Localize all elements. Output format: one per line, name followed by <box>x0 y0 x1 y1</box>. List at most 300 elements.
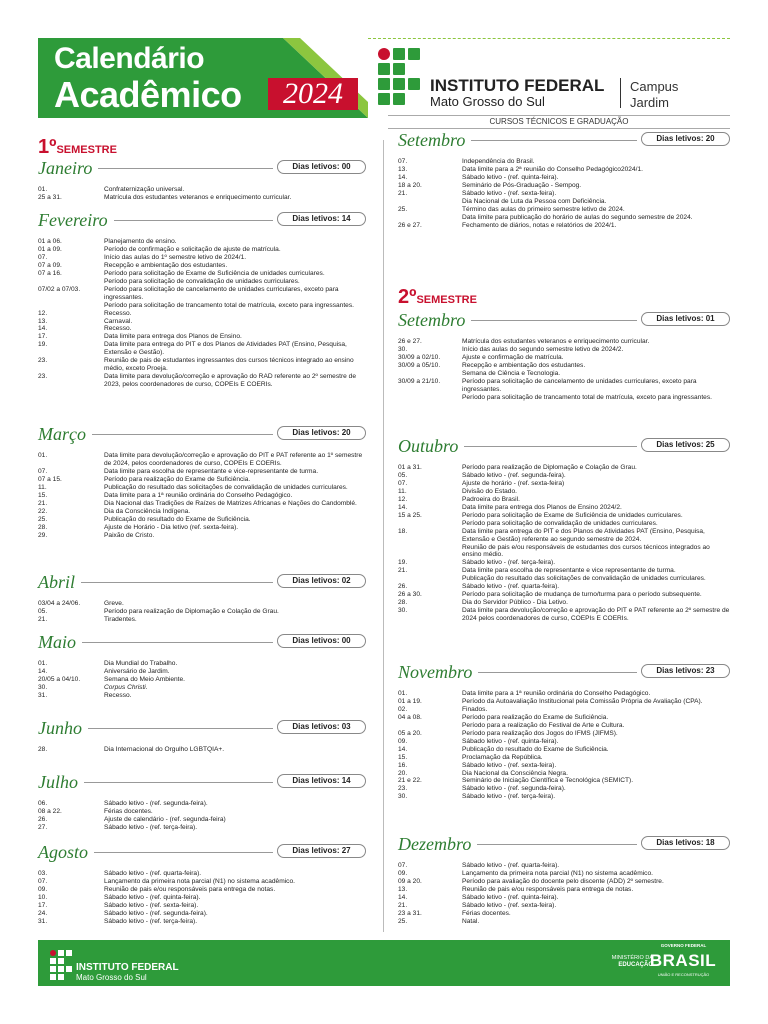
event-row <box>38 286 366 302</box>
event-date: 31. <box>38 917 48 925</box>
month-rule <box>81 582 273 583</box>
event-row <box>38 918 366 926</box>
event-date: 30/09 a 05/10. <box>398 361 441 369</box>
month-name: Setembro <box>398 130 466 150</box>
event-list <box>398 862 730 926</box>
event-text: Reunião de pais e/ou responsáveis para entrega de notas. <box>462 885 634 893</box>
event-text: Dia Mundial do Trabalho. <box>104 660 178 667</box>
month-block <box>38 572 366 624</box>
month-header <box>38 718 366 740</box>
event-row <box>398 870 730 878</box>
event-list <box>398 158 730 230</box>
event-date: 06. <box>38 800 48 807</box>
event-text: Recesso. <box>104 325 132 333</box>
event-date: 09. <box>38 885 48 893</box>
event-text: Data limite para devolução/correção e aprovação do RAD referente ao 2º semestre de 2023, pelos coordenadores de curso, COPEIs E COERIs. <box>104 373 357 389</box>
event-text: Data limite para escolha de representante e vice representante de turma. <box>462 567 676 575</box>
event-row <box>398 190 730 198</box>
event-date: 24. <box>38 909 48 917</box>
event-row <box>38 238 366 246</box>
title-line2: Acadêmico <box>54 74 242 115</box>
event-date: 23. <box>38 373 48 381</box>
event-text: Matrícula dos estudantes veteranos e enriquecimento curricular. <box>462 338 650 345</box>
event-text: Data limite para entrega do PIT e dos Planos de Atividades PAT (Ensino, Pesquisa, Extensão e Gestão) referente ao segundo semestre de 2024. <box>462 527 705 543</box>
campus-divider <box>620 78 621 108</box>
event-date: 08 a 22. <box>38 807 62 815</box>
month-block <box>38 772 366 832</box>
event-row <box>38 894 366 902</box>
event-date: 23 a 31. <box>398 909 422 917</box>
year-badge: 2024 <box>268 78 358 110</box>
event-date: 18 a 20. <box>398 181 422 189</box>
event-date: 01. <box>398 690 408 697</box>
event-row <box>398 698 730 706</box>
event-list <box>38 238 366 389</box>
event-date: 23. <box>38 357 48 365</box>
event-text: Lançamento da primeira nota parcial (N1) no sistema acadêmico. <box>104 877 295 885</box>
event-row <box>398 528 730 544</box>
event-text: Sábado letivo - (ref. sexta-feira). <box>462 189 557 197</box>
event-row <box>398 894 730 902</box>
event-date: 07. <box>38 877 48 885</box>
event-row <box>398 158 730 166</box>
month-header <box>38 632 366 654</box>
event-date: 09. <box>398 869 408 877</box>
event-row <box>38 484 366 492</box>
month-name: Maio <box>38 632 76 652</box>
event-text: Data limite para a 2ª reunião do Conselho Pedagógico2024/1. <box>462 165 643 173</box>
event-date: 25. <box>398 205 408 213</box>
event-text: Período para a realização do Festival de Arte e Cultura. <box>462 721 625 729</box>
event-row <box>38 692 366 700</box>
event-row <box>38 341 366 357</box>
event-text: Ajuste de calendário - (ref. segunda-feira) <box>104 815 226 823</box>
event-text: Semana de Ciência e Tecnologia. <box>462 369 561 377</box>
event-row <box>398 770 730 778</box>
event-row <box>38 746 366 754</box>
event-row <box>38 816 366 824</box>
month-name: Dezembro <box>398 834 472 854</box>
event-date: 19. <box>398 559 408 567</box>
event-date: 20. <box>398 769 408 777</box>
event-date: 11. <box>398 487 407 495</box>
event-text: Data limite para entrega do PIT e dos Planos de Atividades PAT (Ensino, Pesquisa, Extensão e Gestão). <box>104 341 347 357</box>
month-block <box>38 158 366 202</box>
month-block <box>38 210 366 389</box>
event-row <box>398 746 730 754</box>
event-row <box>398 862 730 870</box>
event-row <box>398 793 730 801</box>
event-date: 01 a 09. <box>38 245 62 253</box>
event-text: Independência do Brasil. <box>462 158 535 165</box>
month-header <box>38 842 366 864</box>
event-date: 07 a 15. <box>38 475 62 483</box>
month-rule <box>471 320 637 321</box>
event-text: Período para solicitação de Exame de Suficiência de unidades curriculares. <box>462 511 683 519</box>
event-date: 30. <box>398 793 408 801</box>
event-date: 28. <box>398 599 408 607</box>
event-text: Período da Autoavaliação Institucional pela Comissão Própria de Avaliação (CPA). <box>462 697 703 705</box>
event-row <box>38 310 366 318</box>
column-divider <box>383 140 384 932</box>
event-row <box>398 567 730 575</box>
event-date: 09 a 20. <box>398 877 422 885</box>
event-date: 05. <box>398 471 408 479</box>
month-header <box>38 210 366 232</box>
dias-letivos-badge: Dias letivos: 03 <box>277 720 366 734</box>
event-date: 03. <box>38 870 48 877</box>
month-header <box>398 130 730 152</box>
event-text: Férias docentes. <box>104 807 153 815</box>
event-row <box>38 684 366 692</box>
event-date: 14. <box>398 173 408 181</box>
event-text: Sábado letivo - (ref. terça-feira). <box>462 559 556 567</box>
event-text: Sábado letivo - (ref. terça-feira). <box>104 823 198 831</box>
event-text: Período para realização dos Jogos do IFMS (JIFMS). <box>462 729 618 737</box>
event-text: Reunião de pais de estudantes ingressantes dos cursos técnicos integrado ao ensino médio, exceto Proeja. <box>104 357 354 373</box>
event-row <box>38 325 366 333</box>
event-text: Reunião de pais e/ou responsáveis para entrega de notas. <box>104 885 276 893</box>
event-row <box>398 182 730 190</box>
event-row <box>38 824 366 832</box>
event-row <box>398 362 730 370</box>
event-row <box>398 222 730 230</box>
month-rule <box>471 140 637 141</box>
month-rule <box>88 728 273 729</box>
event-text: Período para solicitação de trancamento total de matrícula, exceto para ingressantes. <box>104 301 354 309</box>
event-date: 07 a 09. <box>38 261 62 269</box>
event-date: 01 a 19. <box>398 697 422 705</box>
event-text: Data limite para entrega dos Planos de Ensino. <box>104 333 242 341</box>
event-list <box>398 690 730 801</box>
event-row <box>398 730 730 738</box>
event-row <box>38 333 366 341</box>
event-text: Dia Internacional do Orgulho LGBTQIA+. <box>104 746 225 753</box>
event-date: 07/02 a 07/03. <box>38 285 81 293</box>
event-text: Data limite para devolução/correção e aprovação do PIT e PAT referente ao 1º semestre de 2024, pelos coordenadores de curso, COPEIs E COERIs. <box>104 452 363 467</box>
event-date: 25 a 31. <box>38 193 62 201</box>
event-date: 02. <box>398 705 408 713</box>
event-row <box>38 278 366 286</box>
event-row <box>38 608 366 616</box>
event-row <box>398 918 730 926</box>
event-row <box>38 373 366 389</box>
event-row <box>38 870 366 878</box>
event-date: 30/09 a 02/10. <box>398 353 441 361</box>
month-rule <box>84 782 273 783</box>
month-header <box>398 310 730 332</box>
event-text: Data limite para devolução/correção e aprovação do PIT e PAT referente ao 2º semestre de 2024 pelos coordenadores de curso, COEPIs E COERIs. <box>462 607 730 623</box>
event-row <box>38 254 366 262</box>
semester2-num: 2º <box>398 286 417 308</box>
event-row <box>398 754 730 762</box>
event-date: 15. <box>398 753 408 761</box>
event-row <box>398 472 730 480</box>
event-text: Dia Nacional da Consciência Negra. <box>462 769 568 777</box>
month-block <box>38 718 366 754</box>
event-date: 12. <box>38 309 48 317</box>
event-row <box>398 714 730 722</box>
month-header <box>398 834 730 856</box>
event-row <box>38 616 366 624</box>
event-row <box>398 785 730 793</box>
event-text: Férias docentes. <box>462 909 511 917</box>
event-text: Matrícula dos estudantes veteranos e enriquecimento curricular. <box>104 193 292 201</box>
dias-letivos-badge: Dias letivos: 18 <box>641 836 730 850</box>
month-name: Fevereiro <box>38 210 108 230</box>
event-date: 15. <box>38 491 48 499</box>
event-row <box>398 354 730 362</box>
month-name: Outubro <box>398 436 459 456</box>
event-text: Tiradentes. <box>104 615 137 623</box>
event-date: 01 a 06. <box>38 238 62 245</box>
brasil-logo: BRASIL <box>649 951 717 970</box>
event-text: Data limite para a 1ª reunião ordinária do Conselho Pedagógico. <box>104 491 293 499</box>
event-text: Lançamento da primeira nota parcial (N1) no sistema acadêmico. <box>462 869 653 877</box>
event-row <box>398 902 730 910</box>
event-date: 07. <box>398 158 408 165</box>
event-date: 05 a 20. <box>398 729 422 737</box>
event-text: Período para solicitação de mudança de turno/turma para o período subsequente. <box>462 591 702 599</box>
month-name: Julho <box>38 772 78 792</box>
event-text: Sábado letivo - (ref. segunda-feira). <box>462 471 566 479</box>
event-row <box>38 468 366 476</box>
event-text: Sábado letivo - (ref. quinta-feira). <box>462 737 559 745</box>
semester1-heading <box>38 136 117 159</box>
campus-label: Campus <box>630 79 679 94</box>
institution-sub: Mato Grosso do Sul <box>430 94 545 109</box>
event-row <box>38 492 366 500</box>
event-date: 01. <box>38 660 48 667</box>
event-row <box>398 910 730 918</box>
event-row <box>38 270 366 278</box>
event-date: 21. <box>398 567 408 575</box>
month-rule <box>464 446 637 447</box>
month-name: Junho <box>38 718 82 738</box>
footer-institution-sub: Mato Grosso do Sul <box>76 973 147 982</box>
event-date: 09. <box>398 737 408 745</box>
event-text: Sábado letivo - (ref. sexta-feira). <box>462 761 557 769</box>
event-row <box>398 520 730 528</box>
event-row <box>38 246 366 254</box>
event-row <box>398 394 730 402</box>
event-row <box>38 902 366 910</box>
event-text: Período de confirmação e solicitação de ajuste de matrícula. <box>104 245 281 253</box>
event-date: 26. <box>398 583 408 591</box>
event-row <box>398 706 730 714</box>
event-list <box>398 338 730 402</box>
month-name: Março <box>38 424 86 444</box>
event-date: 01. <box>38 186 48 193</box>
event-text: Finados. <box>462 705 488 713</box>
event-row <box>38 194 366 202</box>
uniao-label: UNIÃO E RECONSTRUÇÃO <box>657 972 710 977</box>
footer-institution: INSTITUTO FEDERAL <box>76 962 179 973</box>
month-block <box>398 310 730 402</box>
month-block <box>38 842 366 926</box>
event-row <box>38 508 366 516</box>
semester1-word: SEMESTRE <box>56 144 117 156</box>
event-text: Sábado letivo - (ref. terça-feira). <box>462 793 556 801</box>
event-text: Seminário de Pós-Graduação - Sempog. <box>462 181 582 189</box>
dias-letivos-badge: Dias letivos: 00 <box>277 160 366 174</box>
ministry-l1: MINISTÉRIO DA <box>611 955 653 961</box>
month-rule <box>92 434 273 435</box>
event-row <box>398 214 730 222</box>
event-text: Corpus Christi. <box>104 683 148 691</box>
event-date: 04 a 08. <box>398 713 422 721</box>
event-row <box>38 878 366 886</box>
event-text: Período para solicitação de convalidação de unidades curriculares. <box>462 519 658 527</box>
event-text: Início das aulas do 1º semestre letivo de 2024/1. <box>104 253 247 261</box>
event-text: Publicação do resultado do Exame de Suficiência. <box>104 515 251 523</box>
event-text: Período para realização de Diplomação e Colação de Grau. <box>462 464 637 471</box>
month-rule <box>98 168 273 169</box>
footer-if-logo-icon <box>50 950 72 978</box>
event-row <box>38 262 366 270</box>
event-text: Publicação do resultado das solicitações de convalidação de unidades curriculares. <box>462 575 706 583</box>
event-text: Ajuste de horário - (ref. sexta-feira) <box>462 479 565 487</box>
month-block <box>398 130 730 230</box>
event-text: Greve. <box>104 600 124 607</box>
ministry-logo <box>558 955 653 969</box>
month-header <box>38 424 366 446</box>
event-text: Reunião de pais e/ou responsáveis de estudantes dos cursos técnicos integrados ao ensino médio. <box>462 543 710 559</box>
event-date: 01. <box>38 452 48 459</box>
event-row <box>398 544 730 560</box>
event-text: Seminário de Iniciação Científica e Tecnológica (SEMICT). <box>462 777 634 785</box>
event-row <box>398 512 730 520</box>
event-text: Período para solicitação de trancamento total de matrícula, exceto para ingressantes. <box>462 393 712 401</box>
event-list <box>38 746 366 754</box>
event-date: 27. <box>38 823 48 831</box>
event-text: Natal. <box>462 917 480 925</box>
event-date: 14. <box>38 325 48 333</box>
event-date: 01 a 31. <box>398 464 422 471</box>
event-text: Sábado letivo - (ref. segunda-feira). <box>104 909 208 917</box>
event-text: Paixão de Cristo. <box>104 531 155 539</box>
event-row <box>398 346 730 354</box>
event-row <box>398 496 730 504</box>
event-text: Dia do Servidor Público - Dia Letivo. <box>462 599 568 607</box>
event-text: Confraternização universal. <box>104 186 185 193</box>
event-text: Sábado letivo - (ref. sexta-feira). <box>104 901 199 909</box>
event-row <box>38 600 366 608</box>
event-date: 07. <box>398 862 408 869</box>
event-date: 13. <box>398 165 408 173</box>
event-date: 14. <box>398 745 408 753</box>
dias-letivos-badge: Dias letivos: 23 <box>641 664 730 678</box>
event-text: Recepção e ambientação dos estudantes. <box>104 261 228 269</box>
top-rule <box>368 38 730 39</box>
event-row <box>398 464 730 472</box>
event-text: Fechamento de diários, notas e relatórios de 2024/1. <box>462 221 617 229</box>
event-row <box>38 357 366 373</box>
event-row <box>38 452 366 468</box>
event-row <box>398 480 730 488</box>
dias-letivos-badge: Dias letivos: 00 <box>277 634 366 648</box>
event-date: 17. <box>38 333 48 341</box>
event-date: 30/09 a 21/10. <box>398 377 441 385</box>
event-date: 18. <box>398 527 408 535</box>
month-rule <box>478 672 637 673</box>
semester1-num: 1º <box>38 136 57 158</box>
event-row <box>398 206 730 214</box>
event-text: Proclamação da República. <box>462 753 543 761</box>
event-text: Sábado letivo - (ref. quinta-feira). <box>462 893 559 901</box>
event-date: 25. <box>38 515 48 523</box>
month-name: Janeiro <box>38 158 93 178</box>
event-date: 16. <box>398 761 408 769</box>
event-row <box>38 910 366 918</box>
month-rule <box>477 844 637 845</box>
event-list <box>38 800 366 832</box>
event-date: 26. <box>38 815 48 823</box>
event-text: Período para solicitação de Exame de Suficiência de unidades curriculares. <box>104 269 325 277</box>
event-list <box>38 870 366 926</box>
event-text: Período para realização do Exame de Suficiência. <box>104 475 251 483</box>
event-row <box>398 738 730 746</box>
dias-letivos-badge: Dias letivos: 02 <box>277 574 366 588</box>
event-text: Publicação do resultado das solicitações de convalidação de unidades curriculares. <box>104 483 348 491</box>
month-block <box>38 632 366 700</box>
event-date: 15 a 25. <box>398 511 422 519</box>
month-rule <box>114 220 273 221</box>
campus-name: Jardim <box>630 95 670 110</box>
footer <box>38 940 730 986</box>
event-date: 19. <box>38 341 48 349</box>
event-date: 21. <box>398 189 408 197</box>
gov-label: GOVERNO FEDERAL <box>660 943 707 948</box>
event-text: Planejamento de ensino. <box>104 238 177 245</box>
semester2-heading <box>398 286 477 309</box>
event-text: Dia Nacional das Tradições de Raízes de Matrizes Africanas e Nações do Candomblé. <box>104 499 357 507</box>
event-date: 26 a 30. <box>398 591 422 599</box>
event-list <box>398 464 730 623</box>
event-row <box>38 668 366 676</box>
event-list <box>38 600 366 624</box>
event-date: 22. <box>38 507 48 515</box>
event-date: 20/05 a 04/10. <box>38 675 81 683</box>
event-date: 28. <box>38 746 48 753</box>
event-text: Período para solicitação de cancelamento de unidades curriculares, exceto para ingressantes. <box>104 285 339 301</box>
event-text: Publicação do resultado do Exame de Suficiência. <box>462 745 609 753</box>
month-header <box>398 436 730 458</box>
event-text: Sábado letivo - (ref. terça-feira). <box>104 917 198 925</box>
event-row <box>38 186 366 194</box>
event-row <box>38 676 366 684</box>
event-list <box>38 186 366 202</box>
event-text: Data limite para entrega dos Planos de Ensino 2024/2. <box>462 503 622 511</box>
event-date: 05. <box>38 607 48 615</box>
event-date: 14. <box>38 667 48 675</box>
event-list <box>38 660 366 700</box>
event-text: Sábado letivo - (ref. sexta-feira). <box>462 901 557 909</box>
event-date: 21. <box>38 615 48 623</box>
event-text: Período para avaliação do docente pelo discente (ADD) 2º semestre. <box>462 877 664 885</box>
dias-letivos-badge: Dias letivos: 14 <box>277 774 366 788</box>
event-text: Sábado letivo - (ref. quinta-feira). <box>104 893 201 901</box>
event-text: Semana do Meio Ambiente. <box>104 675 186 683</box>
title-line1: Calendário <box>54 42 205 75</box>
month-rule <box>82 642 273 643</box>
event-row <box>38 808 366 816</box>
event-date: 31. <box>38 691 48 699</box>
event-row <box>398 504 730 512</box>
event-row <box>398 378 730 394</box>
event-text: Período para solicitação de convalidação de unidades curriculares. <box>104 277 300 285</box>
event-text: Divisão do Estado. <box>462 487 517 495</box>
